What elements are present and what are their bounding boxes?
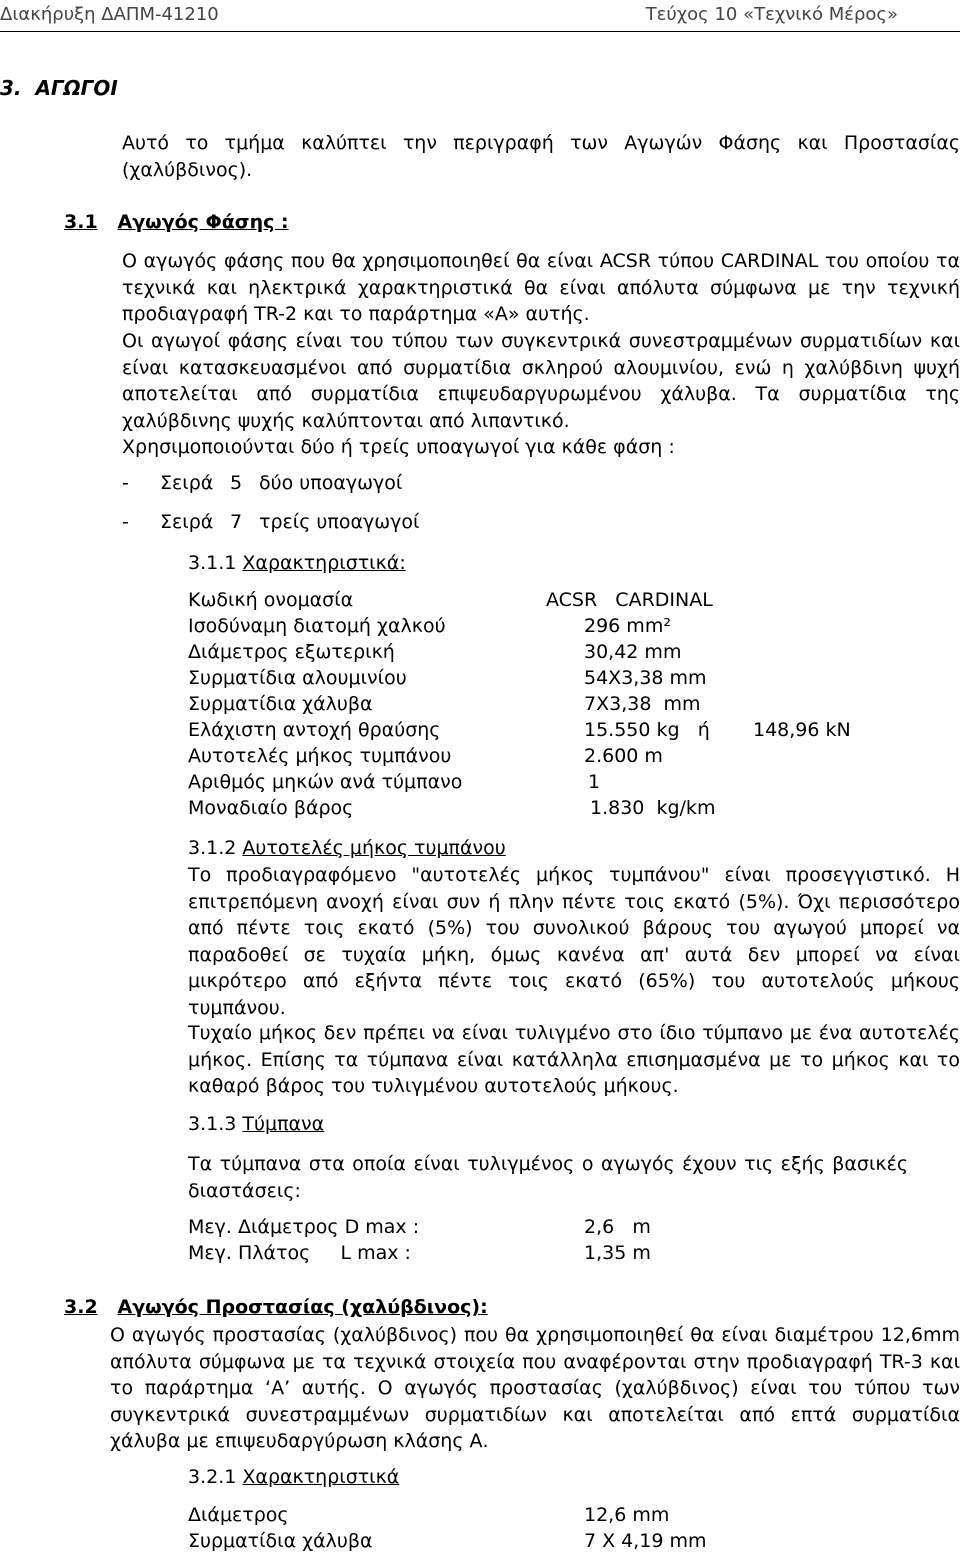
list-text: δύο υποαγωγοί: [259, 472, 403, 494]
row-value: 30,42 mm: [584, 641, 682, 663]
section-3-1-paragraph-3: Χρησιμοποιούνται δύο ή τρείς υποαγωγοί για κάθε φάση :: [122, 436, 675, 458]
header-left: Διακήρυξη ΔΑΠΜ-41210: [0, 4, 219, 25]
section-3-2-number: 3.2: [64, 1296, 98, 1318]
section-3-2-1-title: Χαρακτηριστικά: [242, 1466, 400, 1488]
section-3-1-number: 3.1: [64, 211, 98, 233]
section-3-1-2-heading: [188, 837, 506, 859]
row-label: Διάμετρος: [188, 1504, 289, 1526]
characteristics-table: [188, 589, 960, 829]
row-value: 15.550 kg ή: [584, 719, 710, 741]
table-row: [188, 615, 671, 641]
row-label: Αριθμός μηκών ανά τύμπανο: [188, 771, 463, 793]
table-row: [188, 1504, 670, 1530]
section-3-1-2-paragraph-1: Το προδιαγραφόμενο "αυτοτελές μήκος τυμπάνου" είναι προσεγγιστικό. Η επιτρεπόμενη ανοχή είναι συν ή πλην πέντε τοις εκατό (5%). Όχι περισσότερο από πέντε τοις εκατό (5%) του συνολικού βάρους του αγωγού μπορεί να παραδοθεί σε τυχαία μήκη, όμως κανένα απ' αυτά δεν μπορεί να είναι μικρότερο από εξήντα πέντε τοις εκατό (65%) του αυτοτελούς μήκους τυμπάνου.: [188, 864, 960, 1019]
row-value: 1,35 m: [584, 1242, 651, 1264]
row-label: Μεγ. Πλάτος L max :: [188, 1242, 411, 1264]
list-label: Σειρά: [160, 472, 214, 494]
section-3-1-2-number: 3.1.2: [188, 837, 237, 859]
section-3-1-2-paragraph-2: Τυχαίο μήκος δεν πρέπει να είναι τυλιγμένο στο ίδιο τύμπανο με ένα αυτοτελές μήκος. Επίσης τα τύμπανα είναι κατάλληλα επισημασμένα με το μήκος και το καθαρό βάρος του τυλιγμένου αυτοτελούς μήκους.: [188, 1022, 960, 1097]
section-3-2-paragraph: Ο αγωγός προστασίας (χαλύβδινος) που θα χρησιμοποιηθεί θα είναι διαμέτρου 12,6mm απόλυτα σύμφωνα με τα τεχνικά στοιχεία που αναφέρονται στην προδιαγραφή TR-3 και το παράρτημα ‘Α’ αυτής. Ο αγωγός προστασίας (χαλύβδινος) είναι του τύπου των συγκεντρικά συνεστραμμένων συρματιδίων και αποτελείται από επτά συρματίδια χάλυβα με επιψευδαργύρωση κλάσης Α.: [110, 1324, 960, 1452]
row-label: Ελάχιστη αντοχή θραύσης: [188, 719, 441, 741]
section-3-1-1-title: Χαρακτηριστικά:: [242, 552, 406, 574]
section-3-1-heading: [64, 211, 289, 233]
row-value: 7X3,38 mm: [584, 693, 701, 715]
row-label: Συρματίδια αλουμινίου: [188, 667, 407, 689]
section-3-2-heading: [64, 1296, 488, 1318]
list-item: [122, 472, 403, 494]
table-row: [188, 1242, 651, 1268]
table-row: [188, 667, 707, 693]
section-3-heading: [0, 76, 118, 100]
section-3-1-paragraph-2: Οι αγωγοί φάσης είναι του τύπου των συγκεντρικά συνεστραμμένων συρματιδίων και είναι κατασκευασμένοι από συρματίδια σκληρού αλουμινίου, ενώ η χαλύβδινη ψυχή αποτελείται από συρματίδια επιψευδαργυρωμένου χάλυβα. Τα συρματίδια της χαλύβδινης ψυχής καλύπτονται από λιπαντικό.: [122, 330, 960, 432]
table-row: [188, 1216, 651, 1242]
row-label: Μεγ. Διάμετρος D max :: [188, 1216, 420, 1238]
table-row: [188, 693, 701, 719]
section-3-1-3-paragraph: Τα τύμπανα στα οποία είναι τυλιγμένος ο αγωγός έχουν τις εξής βασικές διαστάσεις:: [188, 1153, 908, 1202]
row-label: Κωδική ονομασία: [188, 589, 354, 611]
row-value: 54X3,38 mm: [584, 667, 707, 689]
section-3-1-3-number: 3.1.3: [188, 1113, 237, 1135]
section-3-number: 3.: [0, 76, 22, 100]
header-rule: [0, 31, 960, 32]
row-value: 7 X 4,19 mm: [584, 1530, 707, 1552]
table-row: [188, 1530, 707, 1556]
row-label: Ισοδύναμη διατομή χαλκού: [188, 615, 446, 637]
table-row: [188, 719, 851, 745]
table-row: [188, 641, 682, 667]
table-row: [188, 797, 716, 823]
row-value: 12,6 mm: [584, 1504, 670, 1526]
row-value: 296 mm²: [584, 615, 671, 637]
list-item: [122, 511, 420, 533]
row-extra: 148,96 kN: [753, 719, 851, 741]
section-3-intro: Αυτό το τμήμα καλύπτει την περιγραφή των Αγωγών Φάσης και Προστασίας (χαλύβδινος).: [122, 132, 960, 181]
row-value: ACSR CARDINAL: [546, 589, 713, 611]
table-row: [188, 589, 713, 615]
row-value: 2,6 m: [584, 1216, 651, 1238]
section-3-2-1-number: 3.2.1: [188, 1466, 237, 1488]
row-label: Αυτοτελές μήκος τυμπάνου: [188, 745, 452, 767]
list-text: τρείς υποαγωγοί: [259, 511, 420, 533]
row-value: 1: [588, 771, 601, 793]
table-row: [188, 745, 663, 771]
row-label: Συρματίδια χάλυβα: [188, 693, 373, 715]
section-3-1-paragraph-1: Ο αγωγός φάσης που θα χρησιμοποιηθεί θα είναι ACSR τύπου CARDINAL του οποίου τα τεχνικά και ηλεκτρικά χαρακτηριστικά θα είναι απόλυτα σύμφωνα με την τεχνική προδιαγραφή TR-2 και το παράρτημα «Α» αυτής.: [122, 250, 960, 325]
list-label: Σειρά: [160, 511, 214, 533]
section-3-1-2-title: Αυτοτελές μήκος τυμπάνου: [242, 837, 506, 859]
table-row: [188, 771, 601, 797]
section-3-2-1-heading: [188, 1466, 399, 1488]
row-label: Διάμετρος εξωτερική: [188, 641, 395, 663]
row-label: Συρματίδια χάλυβα: [188, 1530, 373, 1552]
header-right: Τεύχος 10 «Τεχνικό Μέρος»: [645, 4, 898, 25]
list-dash: -: [122, 472, 129, 494]
list-dash: -: [122, 511, 129, 533]
section-3-1-title: Αγωγός Φάσης :: [117, 211, 289, 233]
section-3-1-1-number: 3.1.1: [188, 552, 237, 574]
section-3-1-1-heading: [188, 552, 406, 574]
section-3-1-3-title: Τύμπανα: [242, 1113, 325, 1135]
row-value: 2.600 m: [584, 745, 663, 767]
list-number: 7: [230, 511, 243, 533]
list-number: 5: [230, 472, 243, 494]
section-3-1-3-heading: [188, 1113, 324, 1135]
section-3-title: ΑΓΩΓΟΙ: [35, 76, 118, 100]
row-value: 1.830 kg/km: [590, 797, 716, 819]
row-label: Μοναδιαίο βάρος: [188, 797, 354, 819]
section-3-2-title: Αγωγός Προστασίας (χαλύβδινος):: [117, 1296, 488, 1318]
